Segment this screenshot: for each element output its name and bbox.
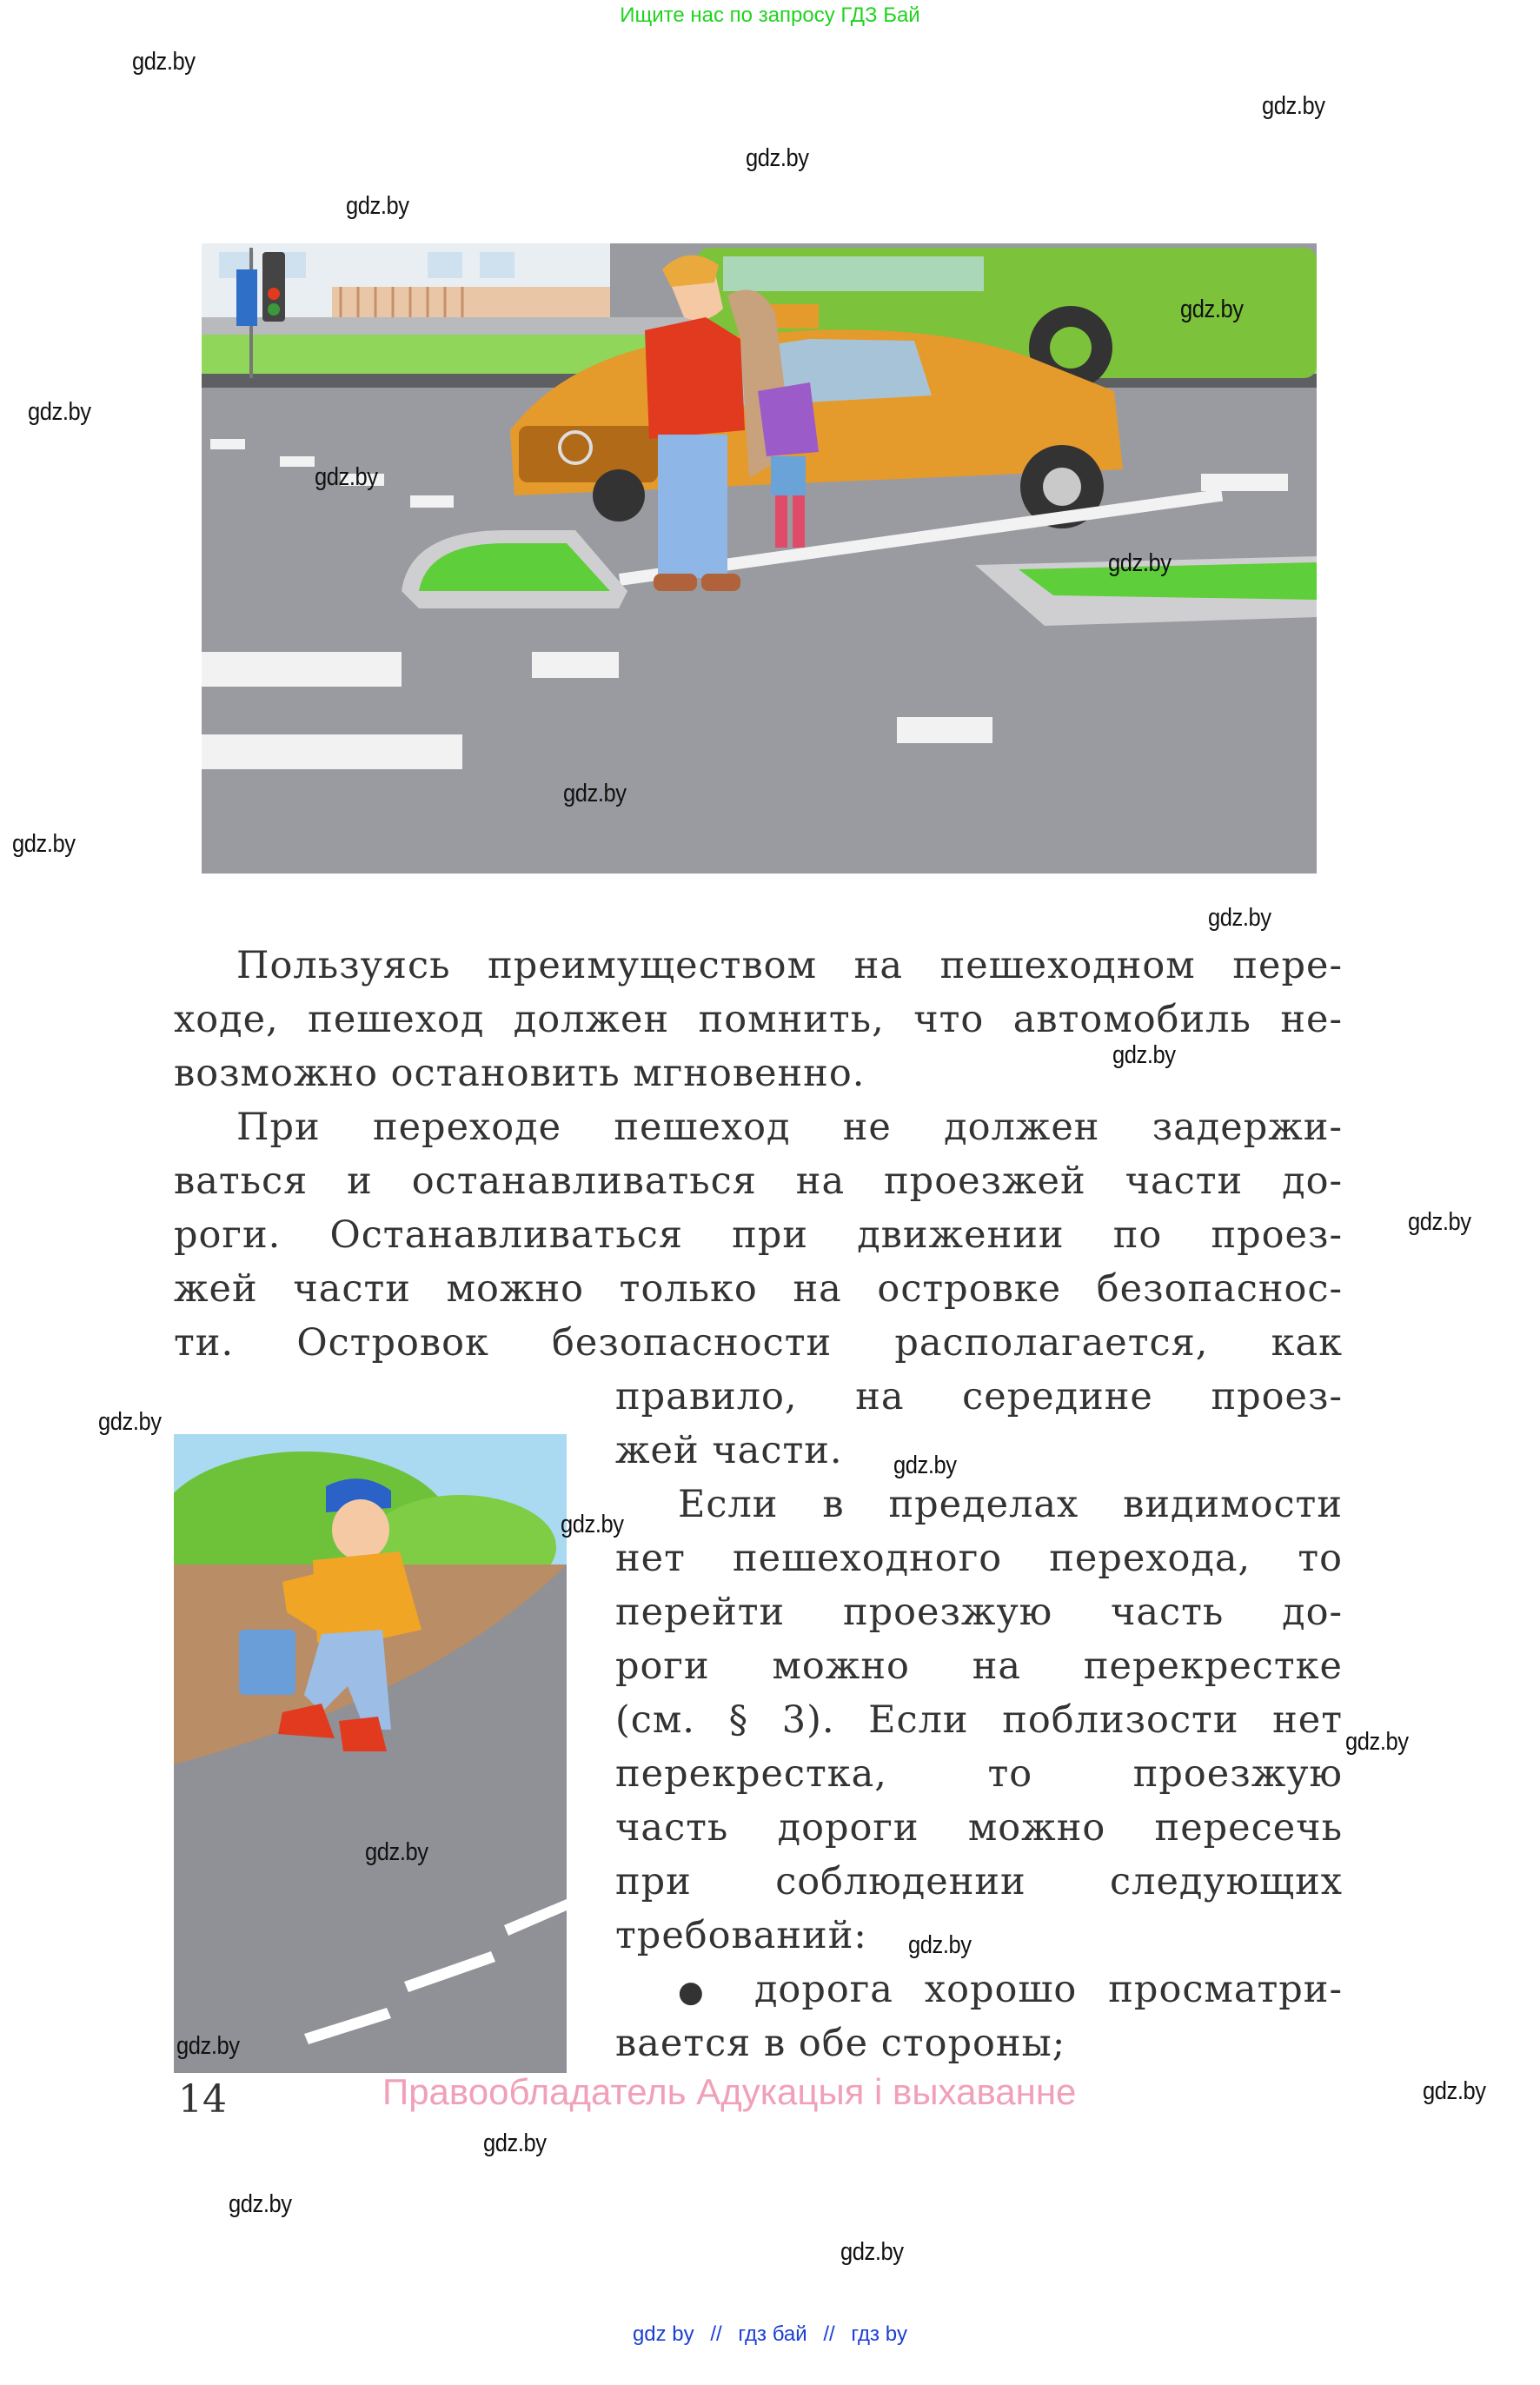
- text-line: жей части можно только на островке безопаснос-: [174, 1267, 1343, 1311]
- watermark: gdz.by: [98, 1408, 162, 1436]
- footer-link-gdz-bai[interactable]: гдз бай: [738, 2322, 807, 2346]
- watermark: gdz.by: [1208, 904, 1271, 932]
- bullet-item: [615, 1963, 1343, 2070]
- watermark: gdz.by: [563, 780, 627, 807]
- text-line: (см. § 3). Если поблизости нет: [615, 1698, 1343, 1742]
- text-line: Если в пределах видимости: [678, 1483, 1343, 1526]
- watermark: gdz.by: [561, 1511, 624, 1538]
- text-line: ти. Островок безопасности располагается, как: [174, 1321, 1343, 1365]
- watermark: gdz.by: [840, 2238, 904, 2266]
- text-line: ваться и останавливаться на проезжей части до-: [174, 1159, 1343, 1203]
- footer-separator: //: [710, 2322, 722, 2346]
- paragraph-1: [174, 939, 1343, 1100]
- text-line: роги. Останавливаться при движении по проез-: [174, 1213, 1343, 1257]
- text-line: Пользуясь преимуществом на пешеходном пере-: [236, 944, 1343, 987]
- watermark: gdz.by: [1112, 1041, 1176, 1069]
- copyright-notice: Правообладатель Адукацыя і выхаванне: [382, 2071, 1077, 2112]
- watermark: gdz.by: [1262, 92, 1325, 120]
- text-line: роги можно на перекрестке: [615, 1644, 1343, 1688]
- watermark: gdz.by: [365, 1838, 428, 1866]
- text-line: [615, 1963, 1343, 2016]
- watermark: gdz.by: [483, 2129, 547, 2157]
- text-line: требований:: [615, 1914, 867, 1957]
- text-line: жей части.: [615, 1429, 843, 1472]
- text-line: часть дороги можно пересечь: [615, 1806, 1343, 1850]
- text-line: перейти проезжую часть до-: [615, 1591, 1343, 1634]
- footer-link-gdz-by[interactable]: gdz by: [632, 2322, 694, 2346]
- text-line: правило, на середине проез-: [615, 1375, 1343, 1418]
- text-line: возможно остановить мгновенно.: [174, 1052, 866, 1095]
- text-line: ходе, пешеход должен помнить, что автомобиль не-: [174, 998, 1343, 1041]
- footer-link-gdz-by-cyr[interactable]: гдз by: [851, 2322, 908, 2346]
- bullet-icon: ●: [678, 1975, 723, 2010]
- watermark: gdz.by: [746, 144, 809, 172]
- watermark: gdz.by: [176, 2032, 240, 2060]
- paragraph-3: [615, 1478, 1343, 1963]
- search-hint-banner: Ищите нас по запросу ГДЗ Бай: [620, 3, 920, 27]
- watermark: gdz.by: [1408, 1208, 1471, 1236]
- watermark: gdz.by: [908, 1931, 972, 1959]
- text-line: перекрестка, то проезжую: [615, 1752, 1343, 1796]
- watermark: gdz.by: [893, 1452, 957, 1479]
- watermark: gdz.by: [1423, 2077, 1486, 2105]
- paragraph-2-continued: [615, 1370, 1343, 1478]
- watermark: gdz.by: [1108, 549, 1172, 577]
- watermark: gdz.by: [1180, 296, 1244, 323]
- footer-separator: //: [823, 2322, 835, 2346]
- watermark: gdz.by: [315, 463, 378, 491]
- text-line: При переходе пешеход не должен задержи-: [236, 1106, 1343, 1149]
- text-line: нет пешеходного перехода, то: [615, 1537, 1343, 1580]
- text-line: вается в обе стороны;: [615, 2022, 1066, 2065]
- text-line: при соблюдении следующих: [615, 1860, 1343, 1903]
- paragraph-2: [174, 1100, 1343, 1370]
- watermark: gdz.by: [346, 192, 409, 220]
- boy-crossing-road-illustration: [174, 1434, 567, 2073]
- page-number: 14: [178, 2077, 227, 2122]
- watermark: gdz.by: [28, 398, 91, 426]
- bullet-text: дорога хорошо просматри-: [753, 1968, 1343, 2011]
- watermark: gdz.by: [12, 830, 76, 858]
- watermark: gdz.by: [132, 48, 196, 76]
- watermark: gdz.by: [229, 2190, 292, 2218]
- footer-links: [0, 2322, 1540, 2347]
- watermark: gdz.by: [1345, 1728, 1409, 1756]
